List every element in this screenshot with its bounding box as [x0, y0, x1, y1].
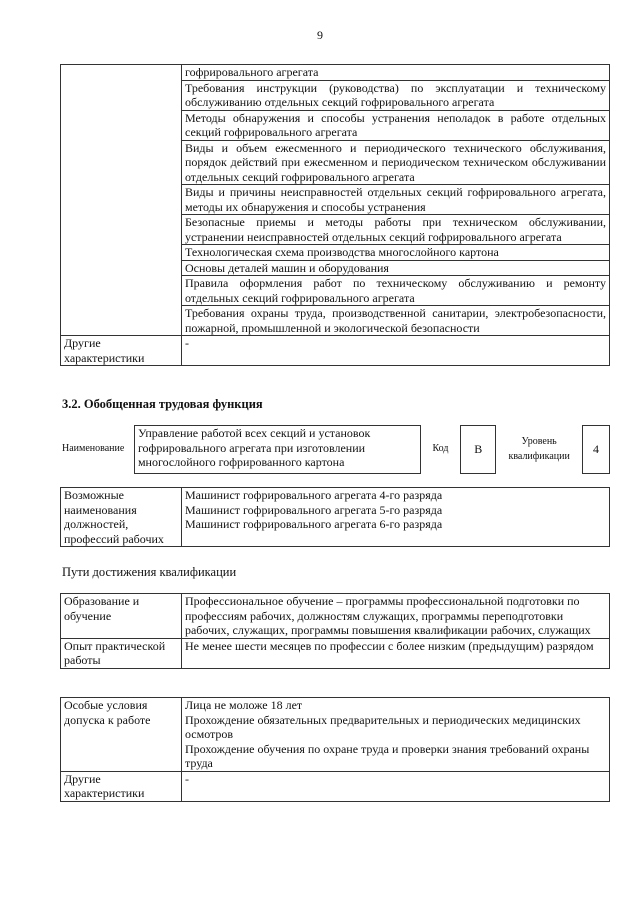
- section-heading: 3.2. Обобщенная трудовая функция: [62, 397, 263, 411]
- paths-heading: Пути достижения квалификации: [62, 565, 237, 579]
- function-table: [60, 425, 610, 474]
- other-characteristics-label: Другие характеристики: [61, 771, 182, 801]
- experience-label: Опыт практической работы: [61, 638, 182, 668]
- conditions-label: Особые условия допуска к работе: [61, 698, 182, 772]
- positions-values: [181, 488, 609, 547]
- experience-value: Не менее шести месяцев по профессии с более низким (предыдущим) разрядом: [181, 638, 609, 668]
- other-characteristics-value: -: [181, 336, 609, 366]
- positions-table: [60, 487, 610, 547]
- knowledge-row: Методы обнаружения и способы устранения неполадок в работе отдельных секций гофрировального агрегата: [181, 110, 609, 140]
- code-label: Код: [432, 443, 449, 455]
- position-item: Машинист гофрировального агрегата 4-го разряда: [184, 488, 443, 502]
- knowledge-label-cell: [61, 65, 182, 336]
- knowledge-row: Требования инструкции (руководства) по эксплуатации и техническому обслуживанию отдельных секций гофрировального агрегата: [181, 80, 609, 110]
- positions-label: Возможные наименования должностей, профессий рабочих: [61, 488, 182, 547]
- other-characteristics-value: -: [181, 771, 609, 801]
- condition-item: Прохождение обучения по охране труда и проверки знания требований охраны труда: [184, 741, 590, 770]
- position-item: Машинист гофрировального агрегата 5-го разряда: [184, 502, 443, 517]
- condition-item: Прохождение обязательных предварительных и периодических медицинских осмотров: [184, 712, 581, 741]
- education-label: Образование и обучение: [61, 594, 182, 639]
- condition-item: Лица не моложе 18 лет: [184, 698, 303, 712]
- knowledge-row: Технологическая схема производства многослойного картона: [181, 245, 609, 261]
- conditions-values: [181, 698, 609, 772]
- knowledge-table: [60, 64, 610, 366]
- education-value: Профессиональное обучение – программы профессиональной подготовки по профессиям рабочих, должностям служащих, программы переподготовки рабочих, служащих, программы повышения квалификации рабочих, служащих: [181, 594, 609, 639]
- code-value: В: [461, 426, 496, 474]
- other-characteristics-label: Другие характеристики: [61, 336, 182, 366]
- knowledge-row: Виды и причины неисправностей отдельных секций гофрировального агрегата, методы их обнаружения и способы устранения: [181, 185, 609, 215]
- level-value: 4: [583, 426, 610, 474]
- knowledge-row: гофрировального агрегата: [181, 65, 609, 81]
- conditions-table: [60, 697, 610, 802]
- position-item: Машинист гофрировального агрегата 6-го разряда: [184, 517, 443, 531]
- education-table: [60, 593, 610, 669]
- name-value: Управление работой всех секций и установок гофрировального агрегата при изготовлении многослойного гофрированного картона: [134, 426, 420, 474]
- knowledge-row: Основы деталей машин и оборудования: [181, 260, 609, 276]
- name-label: Наименование: [62, 443, 125, 455]
- knowledge-row: Безопасные приемы и методы работы при техническом обслуживании, устранении неисправностей отдельных секций гофрировального агрегата: [181, 215, 609, 245]
- level-label: Уровень квалификации: [508, 436, 570, 462]
- knowledge-row: Виды и объем ежесменного и периодического технического обслуживания, порядок действий при ежесменном и периодическом техническом обслуживании отдельных секций гофрировального агрегата: [181, 140, 609, 185]
- page-number: 9: [317, 28, 323, 42]
- knowledge-row: Правила оформления работ по техническому обслуживанию и ремонту отдельных секций гофрировального агрегата: [181, 276, 609, 306]
- knowledge-row: Требования охраны труда, производственной санитарии, электробезопасности, пожарной, промышленной и экологической безопасности: [181, 306, 609, 336]
